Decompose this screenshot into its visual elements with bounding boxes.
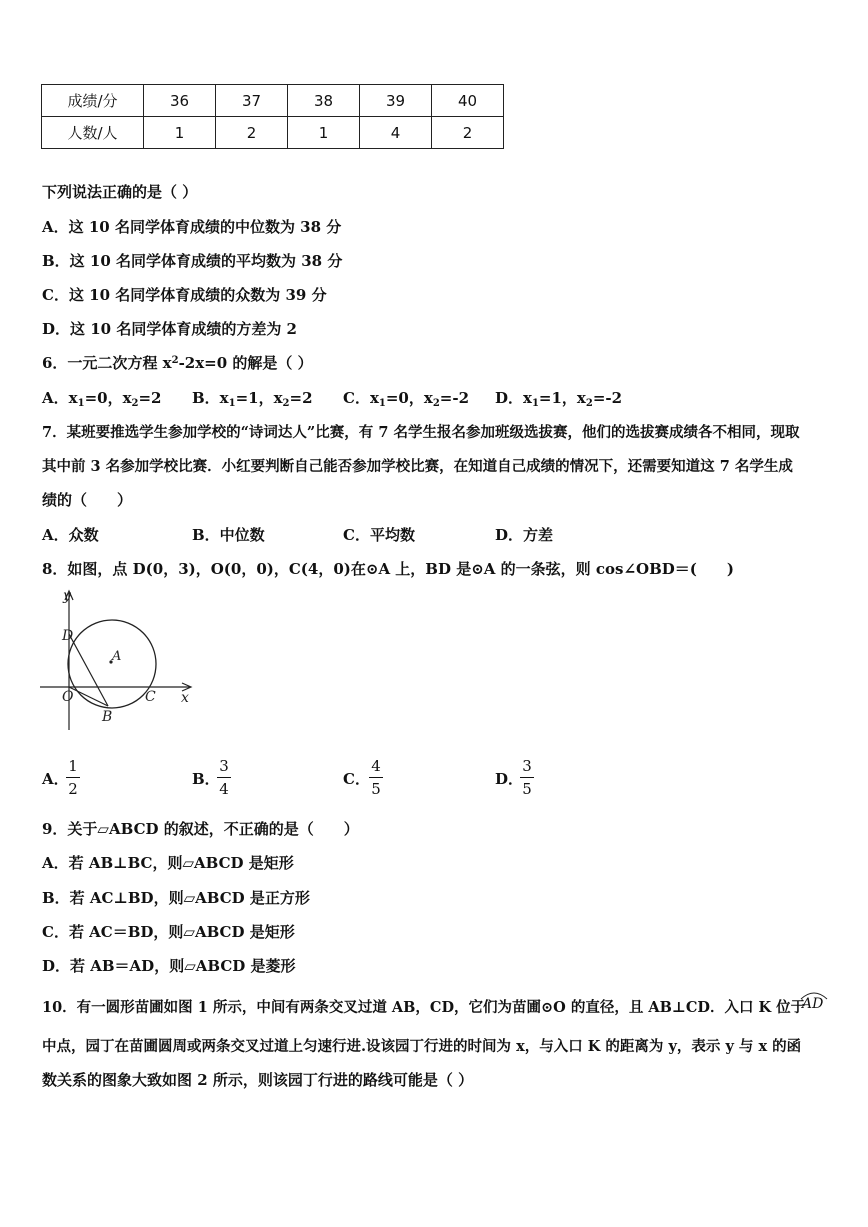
numerator: 3 (522, 757, 532, 775)
q5-option-b: B．这 10 名同学体育成绩的平均数为 38 分 (42, 252, 343, 270)
q7-option-c: C．平均数 (343, 526, 415, 544)
denominator: 5 (522, 780, 532, 798)
fraction-bar (217, 777, 231, 778)
label-y: y (63, 588, 71, 604)
denominator: 2 (68, 780, 78, 798)
q8-option-a-fraction (66, 757, 80, 798)
numerator: 3 (219, 757, 229, 775)
q8-option-b-label: B． (192, 770, 220, 788)
segment-ob (69, 687, 108, 706)
subscript: 1 (531, 398, 539, 409)
q6-stem-sup: 2 (171, 355, 179, 366)
subscript: 2 (585, 398, 593, 409)
q5-option-c: C．这 10 名同学体育成绩的众数为 39 分 (42, 286, 327, 304)
table-cell: 36 (144, 85, 216, 117)
table-cell: 40 (432, 85, 504, 117)
subscript: 2 (131, 398, 139, 409)
label-b: B (102, 709, 113, 725)
q9-option-c: C．若 AC＝BD，则▱ABCD 是矩形 (42, 923, 295, 941)
denominator: 4 (219, 780, 229, 798)
numerator: 4 (371, 757, 381, 775)
opt-text: B．x (192, 389, 229, 407)
q7-option-a: A．众数 (42, 526, 99, 544)
table-row (42, 117, 504, 149)
subscript: 1 (77, 398, 85, 409)
fraction-bar (66, 777, 80, 778)
subscript: 1 (228, 398, 236, 409)
numerator: 1 (68, 757, 78, 775)
table-cell: 1 (144, 117, 216, 149)
subscript: 2 (432, 398, 440, 409)
table-cell: 2 (432, 117, 504, 149)
q6-option-a (42, 387, 162, 409)
q7-line-1: 7．某班要推选学生参加学校的“诗词达人”比赛，有 7 名学生报名参加班级选拔赛，他们的选拔赛成绩各不相同，现取 (42, 424, 800, 441)
opt-text: =1，x (235, 389, 283, 407)
label-x: x (181, 690, 189, 706)
q8-option-b-fraction (217, 757, 231, 798)
q9-option-a: A．若 AB⊥BC，则▱ABCD 是矩形 (42, 854, 294, 872)
subscript: 1 (378, 398, 386, 409)
denominator: 5 (371, 780, 381, 798)
fraction-bar (520, 777, 534, 778)
opt-text: A．x (42, 389, 78, 407)
table-cell: 39 (360, 85, 432, 117)
q10-line-1: 10．有一圆形苗圃如图 1 所示，中间有两条交叉过道 AB，CD，它们为苗圃⊙O 的直径，且 AB⊥CD．入口 K 位于 (42, 999, 806, 1016)
q7-line-2: 其中前 3 名参加学校比赛．小红要判断自己能否参加学校比赛，在知道自己成绩的情况下，还需要知道这 7 名学生成 (42, 458, 793, 475)
label-o: O (62, 689, 74, 705)
circle-a (68, 620, 156, 708)
table-cell: 2 (216, 117, 288, 149)
arc-label: AD (802, 996, 824, 1012)
score-table (41, 84, 504, 149)
q8-stem: 8．如图，点 D(0，3)，O(0，0)，C(4，0)在⊙A 上，BD 是⊙A 的一条弦，则 cos∠OBD＝( ) (42, 560, 734, 578)
q7-option-d: D．方差 (495, 526, 554, 544)
q6-option-d (495, 387, 622, 409)
table-cell: 成绩/分 (42, 85, 144, 117)
q9-option-d: D．若 AB＝AD，则▱ABCD 是菱形 (42, 957, 296, 975)
q10-line-3: 数关系的图象大致如图 2 所示，则该园丁行进的路线可能是（ ） (42, 1071, 474, 1089)
q10-line-2: 中点，园丁在苗圃圆周或两条交叉过道上匀速行进.设该园丁行进的时间为 x，与入口 K 的距离为 y，表示 y 与 x 的函 (42, 1038, 802, 1055)
q8-figure (36, 585, 206, 737)
q7-line-3: 绩的（ ） (42, 491, 133, 509)
opt-text: C．x (343, 389, 379, 407)
q6-option-b (192, 387, 313, 409)
q6-stem-text: 6．一元二次方程 x (42, 354, 172, 372)
q6-stem (42, 352, 313, 373)
table-cell: 37 (216, 85, 288, 117)
q6-stem-text: -2x=0 的解是（ ） (178, 354, 313, 372)
table-cell: 38 (288, 85, 360, 117)
opt-text: =2 (289, 389, 313, 407)
q6-option-c (343, 387, 469, 409)
opt-text: =-2 (592, 389, 623, 407)
q8-option-c-label: C． (343, 770, 370, 788)
opt-text: =2 (138, 389, 162, 407)
opt-text: =0，x (84, 389, 132, 407)
subscript: 2 (282, 398, 290, 409)
label-d: D (62, 628, 74, 644)
chord-db (69, 634, 108, 706)
q8-option-c-fraction (369, 757, 383, 798)
table-row (42, 85, 504, 117)
q9-option-b: B．若 AC⊥BD，则▱ABCD 是正方形 (42, 889, 310, 907)
table-cell: 人数/人 (42, 117, 144, 149)
q8-option-a-label: A． (42, 770, 69, 788)
q5-option-a: A．这 10 名同学体育成绩的中位数为 38 分 (42, 218, 342, 236)
opt-text: =0，x (385, 389, 433, 407)
label-a: A (112, 649, 122, 664)
q7-option-b: B．中位数 (192, 526, 265, 544)
table-cell: 1 (288, 117, 360, 149)
table-cell: 4 (360, 117, 432, 149)
q8-option-d-label: D． (495, 770, 524, 788)
q5-option-d: D．这 10 名同学体育成绩的方差为 2 (42, 320, 297, 338)
label-c: C (145, 689, 156, 705)
fraction-bar (369, 777, 383, 778)
q9-stem: 9．关于▱ABCD 的叙述，不正确的是（ ） (42, 820, 359, 838)
q8-option-d-fraction (520, 757, 534, 798)
opt-text: =-2 (439, 389, 470, 407)
q5-stem: 下列说法正确的是（ ） (42, 183, 198, 201)
opt-text: =1，x (538, 389, 586, 407)
opt-text: D．x (495, 389, 532, 407)
